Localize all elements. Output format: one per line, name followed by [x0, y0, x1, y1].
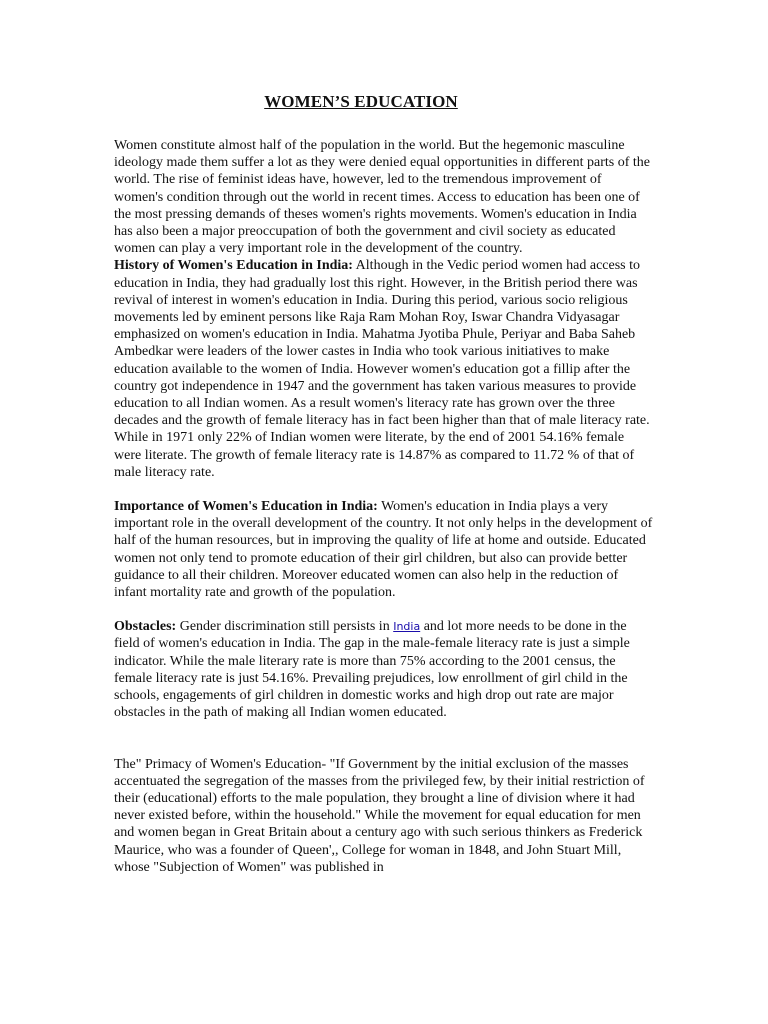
importance-heading: Importance of Women's Education in India:: [114, 499, 378, 515]
page-title: WOMEN’S EDUCATION: [264, 92, 458, 111]
history-heading: History of Women's Education in India:: [114, 258, 353, 274]
paragraph-gap: [114, 481, 654, 498]
obstacles-text-after: and lot more needs to be done in the field of women's education in India. The gap in the male-female literacy rate is just a simple indicator. While the male literary rate is more than 75% according to the 2001 census, the female literacy rate is just 54.16%. Prevailing prejudices, low enrollment of girl child in the schools, engagements of girl children in domestic works and high drop out rate are major obstacles in the path of making all Indian women educated.: [114, 619, 630, 721]
importance-text: Women's education in India plays a very important role in the overall development of the country. It not only helps in the development of half of the human resources, but in improving the quality of life at home and outside. Educated women not only tend to promote education of their girl children, but also can provide better guidance to all their children. Moreover educated women can also help in the reduction of infant mortality rate and growth of the population.: [114, 499, 653, 601]
document-body: [114, 137, 654, 876]
obstacles-text-before: Gender discrimination still persists in: [176, 619, 394, 635]
history-paragraph: [114, 257, 654, 481]
obstacles-paragraph: [114, 618, 654, 721]
primacy-paragraph: The" Primacy of Women's Education- "If Government by the initial exclusion of the masses accentuated the segregation of the masses from the privileged few, by their initial restriction of their (educational) efforts to the male population, they brought a line of division where it had never existed before, within the household." While the movement for equal education for men and women began in Great Britain about a century ago with such serious thinkers as Frederick Maurice, who was a founder of Queen',, College for woman in 1848, and John Stuart Mill, whose "Subjection of Women" was published in: [114, 756, 645, 875]
history-text: Although in the Vedic period women had access to education in India, they had gradually lost this right. However, in the British period there was revival of interest in women's education in India. During this period, various socio religious movements led by eminent persons like Raja Ram Mohan Roy, Iswar Chandra Vidyasagar emphasized on women's education in India. Mahatma Jyotiba Phule, Periyar and Baba Saheb Ambedkar were leaders of the lower castes in India who took various initiatives to make education available to the women of India. However women's education got a fillip after the country got independence in 1947 and the government has taken various measures to provide education to all Indian women. As a result women's literacy rate has grown over the three decades and the growth of female literacy has in fact been higher than that of male literacy rate. While in 1971 only 22% of Indian women were literate, by the end of 2001 54.16% female were literate. The growth of female literacy rate is 14.87% as compared to 11.72 % of that of male literacy rate.: [114, 258, 650, 480]
obstacles-heading: Obstacles:: [114, 619, 177, 635]
paragraph-gap: [114, 601, 654, 618]
intro-paragraph: Women constitute almost half of the population in the world. But the hegemonic masculine ideology made them suffer a lot as they were denied equal opportunities in different parts of the world. The rise of feminist ideas have, however, led to the tremendous improvement of women's condition through out the world in recent times. Access to education has been one of the most pressing demands of theses women's rights movements. Women's education in India has also been a major preoccupation of both the government and civil society as educated women can play a very important role in the development of the country.: [114, 138, 650, 257]
paragraph-gap: [114, 722, 654, 756]
importance-paragraph: [114, 498, 654, 601]
india-link[interactable]: India: [393, 620, 421, 634]
